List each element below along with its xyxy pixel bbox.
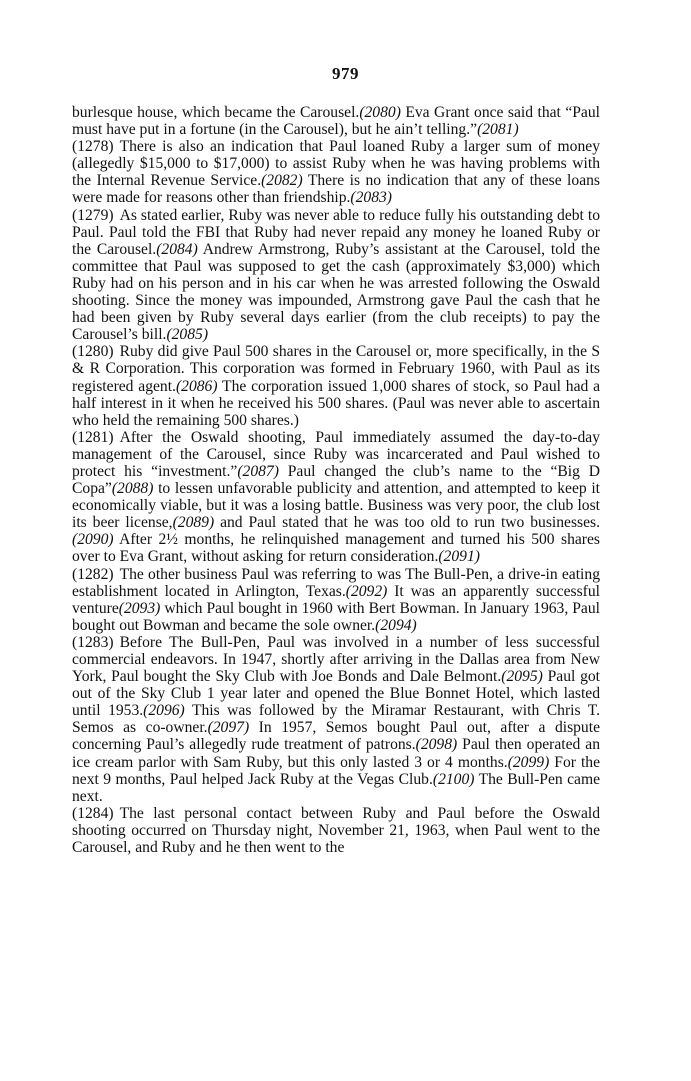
paragraph-text: Paul then operated an ice cream parlor with Sam Ruby, but this only lasted 3 or 4 months. — [72, 736, 600, 771]
paragraph-number: (1279) — [72, 206, 114, 224]
footnote-ref: (2089) — [172, 514, 215, 532]
paragraph-text: which Paul bought in 1960 with Bert Bowman. In January 1963, Paul bought out Bowman and became the sole owner. — [72, 599, 600, 634]
footnote-ref: (2096) — [143, 702, 185, 720]
paragraph-text: to lessen unfavorable publicity and attention, and attempted to keep it economically viable, but it was a losing battle. Business was very poor, the club lost its beer license, — [72, 480, 600, 532]
paragraph — [72, 138, 600, 206]
paragraph-text: It was an apparently successful venture — [72, 582, 601, 617]
footnote-ref: (2097) — [207, 719, 250, 737]
footnote-ref: (2091) — [438, 548, 480, 566]
footnote-ref: (2090) — [72, 531, 114, 549]
footnote-ref: (2082) — [261, 172, 303, 190]
footnote-ref: (2087) — [237, 462, 279, 480]
footnote-ref: (2099) — [507, 753, 550, 771]
paragraph-number: (1278) — [72, 138, 114, 156]
footnote-ref: (2092) — [345, 582, 388, 600]
paragraph-text: For the next 9 months, Paul helped Jack Ruby at the Vegas Club. — [72, 753, 600, 788]
paragraph-text: There is no indication that any of these loans were made for reasons other than friendship. — [72, 172, 600, 207]
paragraph-text: Paul changed the club’s name to the “Big D Copa” — [72, 462, 600, 498]
footnote-ref: (2085) — [166, 326, 209, 344]
footnote-ref: (2095) — [501, 668, 543, 686]
paragraph — [72, 429, 600, 566]
paragraph — [72, 207, 600, 344]
paragraph-text: Paul got out of the Sky Club 1 year later and opened the Blue Bonnet Hotel, which lasted until 1953. — [72, 668, 600, 720]
body-text — [72, 104, 600, 856]
paragraph — [72, 104, 600, 138]
footnote-ref: (2081) — [477, 121, 519, 139]
paragraph-text: The corporation issued 1,000 shares of stock, so Paul had a half interest in it when he received his 500 shares. (Paul was never able to ascertain who held the remaining 500 shares.) — [72, 377, 601, 429]
paragraph-text: The Bull-Pen came next. — [72, 770, 600, 805]
paragraph-text: There is also an indication that Paul loaned Ruby a larger sum of money (allegedly $15,000 to $17,000) to assist Ruby when he was having problems with the Internal Revenue Service. — [72, 138, 600, 190]
paragraph-text: Ruby did give Paul 500 shares in the Carousel or, more specifically, in the S & R Corporation. This corporation was formed in February 1960, with Paul as its registered agent. — [72, 343, 600, 395]
paragraph-number: (1280) — [72, 343, 114, 361]
paragraph-text: Andrew Armstrong, Ruby’s assistant at the Carousel, told the committee that Paul was supposed to get the cash (approximately $3,000) which Ruby had on his person and in his car when he was arrested following the Oswald shooting. Since the money was impounded, Armstrong gave Paul the cash that he had been given by Ruby several days earlier (from the club receipts) to pay the Carousel’s bill. — [72, 240, 601, 344]
footnote-ref: (2080) — [359, 104, 401, 121]
footnote-ref: (2088) — [111, 480, 154, 498]
paragraph — [72, 566, 600, 634]
footnote-ref: (2093) — [118, 599, 161, 617]
footnote-ref: (2086) — [175, 377, 218, 395]
paragraph-text: The other business Paul was referring to was The Bull-Pen, a drive-in eating establishment located in Arlington, Texas. — [72, 565, 600, 600]
paragraph-text: After 2½ months, he relinquished management and turned his 500 shares over to Eva Grant, without asking for return consideration. — [72, 531, 600, 566]
paragraph-number: (1283) — [72, 633, 114, 651]
paragraph-text: Eva Grant once said that “Paul must have put in a fortune (in the Carousel), but he ain’t telling.” — [72, 104, 600, 139]
footnote-ref: (2094) — [375, 616, 417, 634]
footnote-ref: (2100) — [432, 770, 475, 788]
paragraph — [72, 805, 600, 856]
footnote-ref: (2098) — [415, 736, 458, 754]
paragraph-text: After the Oswald shooting, Paul immediately assumed the day-to-day management of the Carousel, since Ruby was incarcerated and Paul wished to protect his “investment.” — [72, 428, 600, 480]
paragraph — [72, 634, 600, 805]
footnote-ref: (2083) — [350, 189, 392, 207]
footnote-ref: (2084) — [156, 240, 198, 258]
paragraph-number: (1282) — [72, 565, 114, 583]
paragraph — [72, 343, 600, 428]
paragraph-text: and Paul stated that he was too old to run two businesses. — [214, 514, 600, 532]
paragraph-text: This was followed by the Miramar Restaurant, with Chris T. Semos as co-owner. — [72, 702, 601, 737]
paragraph-text: burlesque house, which became the Carousel. — [72, 104, 360, 121]
paragraph-text: Before The Bull-Pen, Paul was involved in a number of less successful commercial endeavors. In 1947, shortly after arriving in the Dallas area from New York, Paul bought the Sky Club with Joe Bonds and Dale Belmont. — [72, 633, 600, 686]
paragraph-text: The last personal contact between Ruby and Paul before the Oswald shooting occurred on Thursday night, November 21, 1963, when Paul went to the Carousel, and Ruby and he then went to the — [72, 804, 600, 857]
page-number: 979 — [332, 64, 359, 83]
paragraph-text: As stated earlier, Ruby was never able to reduce fully his outstanding debt to Paul. Paul told the FBI that Ruby had never repaid any money he loaned Ruby or the Carousel. — [72, 206, 600, 258]
paragraph-number: (1284) — [72, 804, 114, 822]
paragraph-text: In 1957, Semos bought Paul out, after a dispute concerning Paul’s allegedly rude treatment of patrons. — [72, 719, 600, 754]
paragraph-number: (1281) — [72, 428, 114, 446]
